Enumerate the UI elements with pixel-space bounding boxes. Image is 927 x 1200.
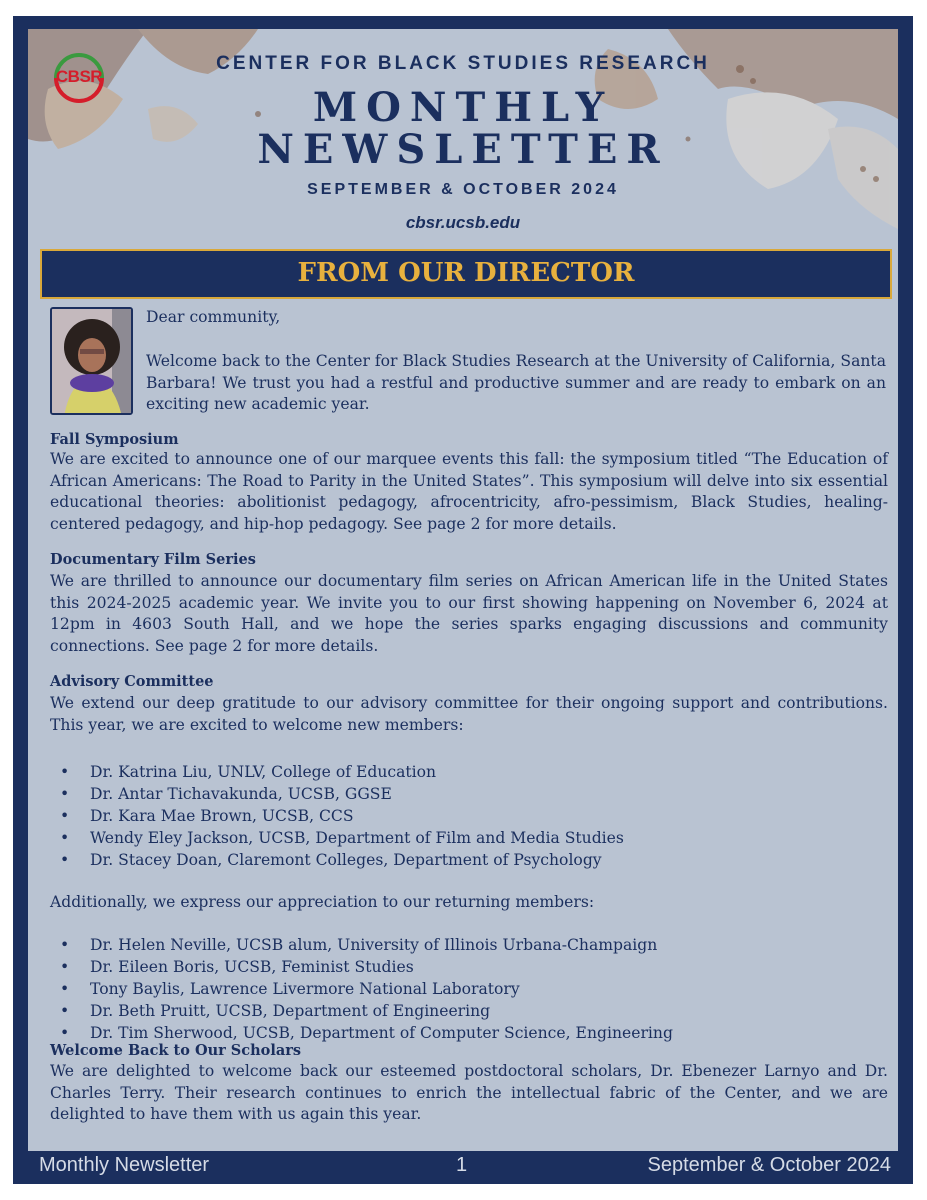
page-number: 1 bbox=[456, 1154, 468, 1176]
list-item: • Dr. Kara Mae Brown, UCSB, CCS bbox=[50, 807, 354, 825]
list-item: • Dr. Katrina Liu, UNLV, College of Education bbox=[50, 763, 436, 781]
website-link[interactable]: cbsr.ucsb.edu bbox=[405, 213, 521, 232]
footer-issue-dates: September & October 2024 bbox=[647, 1154, 891, 1176]
org-name: CENTER FOR BLACK STUDIES RESEARCH bbox=[216, 53, 710, 74]
advisory-committee-body: We extend our deep gratitude to our advisory committee for their ongoing support and contributions. This year, we are excited to welcome new members: bbox=[50, 694, 888, 734]
list-item: • Dr. Eileen Boris, UCSB, Feminist Studies bbox=[50, 958, 414, 976]
newsletter-page bbox=[28, 29, 898, 1151]
advisory-committee-heading: Advisory Committee bbox=[50, 673, 214, 690]
returning-members-intro: Additionally, we express our appreciation to our returning members: bbox=[50, 893, 595, 911]
documentary-film-series-heading: Documentary Film Series bbox=[50, 551, 256, 568]
director-portrait bbox=[50, 307, 133, 415]
list-item: • Dr. Beth Pruitt, UCSB, Department of Engineering bbox=[50, 1002, 490, 1020]
newsletter-title-line-1: MONTHLY bbox=[312, 84, 614, 131]
documentary-film-series-body: We are thrilled to announce our documentary film series on African American life in the United States this 2024-2025 academic year. We invite you to our first showing happening on November 6, 2024 at 12pm in 4603 South Hall, and we hope the series sparks engaging discussions and community connections. See page 2 for more details. bbox=[50, 572, 888, 655]
section-title-banner: FROM OUR DIRECTOR bbox=[40, 249, 892, 299]
welcome-paragraph: Welcome back to the Center for Black Studies Research at the University of California, Santa Barbara! We trust you had a restful and productive summer and are ready to embark on an exciting new academic year. bbox=[146, 352, 886, 413]
list-item: • Tony Baylis, Lawrence Livermore National Laboratory bbox=[50, 980, 520, 998]
logo-text: CBSR bbox=[55, 67, 103, 86]
fall-symposium-body: We are excited to announce one of our marquee events this fall: the symposium titled “The Education of African Americans: The Road to Parity in the United States”. This symposium will delve into six essential educational theories: abolitionist pedagogy, afrocentricity, afro-pessimism, Black Studies, healing-centered pedagogy, and hip-hop pedagogy. See page 2 for more details. bbox=[50, 450, 888, 533]
newsletter-title-line-2: NEWSLETTER bbox=[257, 126, 669, 173]
list-item: • Dr. Tim Sherwood, UCSB, Department of Computer Science, Engineering bbox=[50, 1024, 673, 1042]
newsletter-frame bbox=[13, 16, 913, 1184]
fall-symposium-heading: Fall Symposium bbox=[50, 431, 179, 448]
footer-newsletter-label: Monthly Newsletter bbox=[39, 1154, 210, 1176]
list-item: • Dr. Stacey Doan, Claremont Colleges, Department of Psychology bbox=[50, 851, 602, 869]
page-footer bbox=[13, 1151, 913, 1184]
list-item: • Dr. Antar Tichavakunda, UCSB, GGSE bbox=[50, 785, 392, 803]
welcome-back-scholars-heading: Welcome Back to Our Scholars bbox=[50, 1042, 302, 1059]
list-item: • Dr. Helen Neville, UCSB alum, University of Illinois Urbana-Champaign bbox=[50, 936, 657, 954]
list-item: • Wendy Eley Jackson, UCSB, Department of Film and Media Studies bbox=[50, 829, 624, 847]
issue-dates: SEPTEMBER & OCTOBER 2024 bbox=[307, 181, 619, 198]
greeting: Dear community, bbox=[146, 308, 281, 326]
welcome-back-scholars-body: We are delighted to welcome back our esteemed postdoctoral scholars, Dr. Ebenezer Larnyo and Dr. Charles Terry. Their research continues to enrich the intellectual fabric of the Center, and we are delighted to have them with us again this year. bbox=[50, 1062, 888, 1123]
